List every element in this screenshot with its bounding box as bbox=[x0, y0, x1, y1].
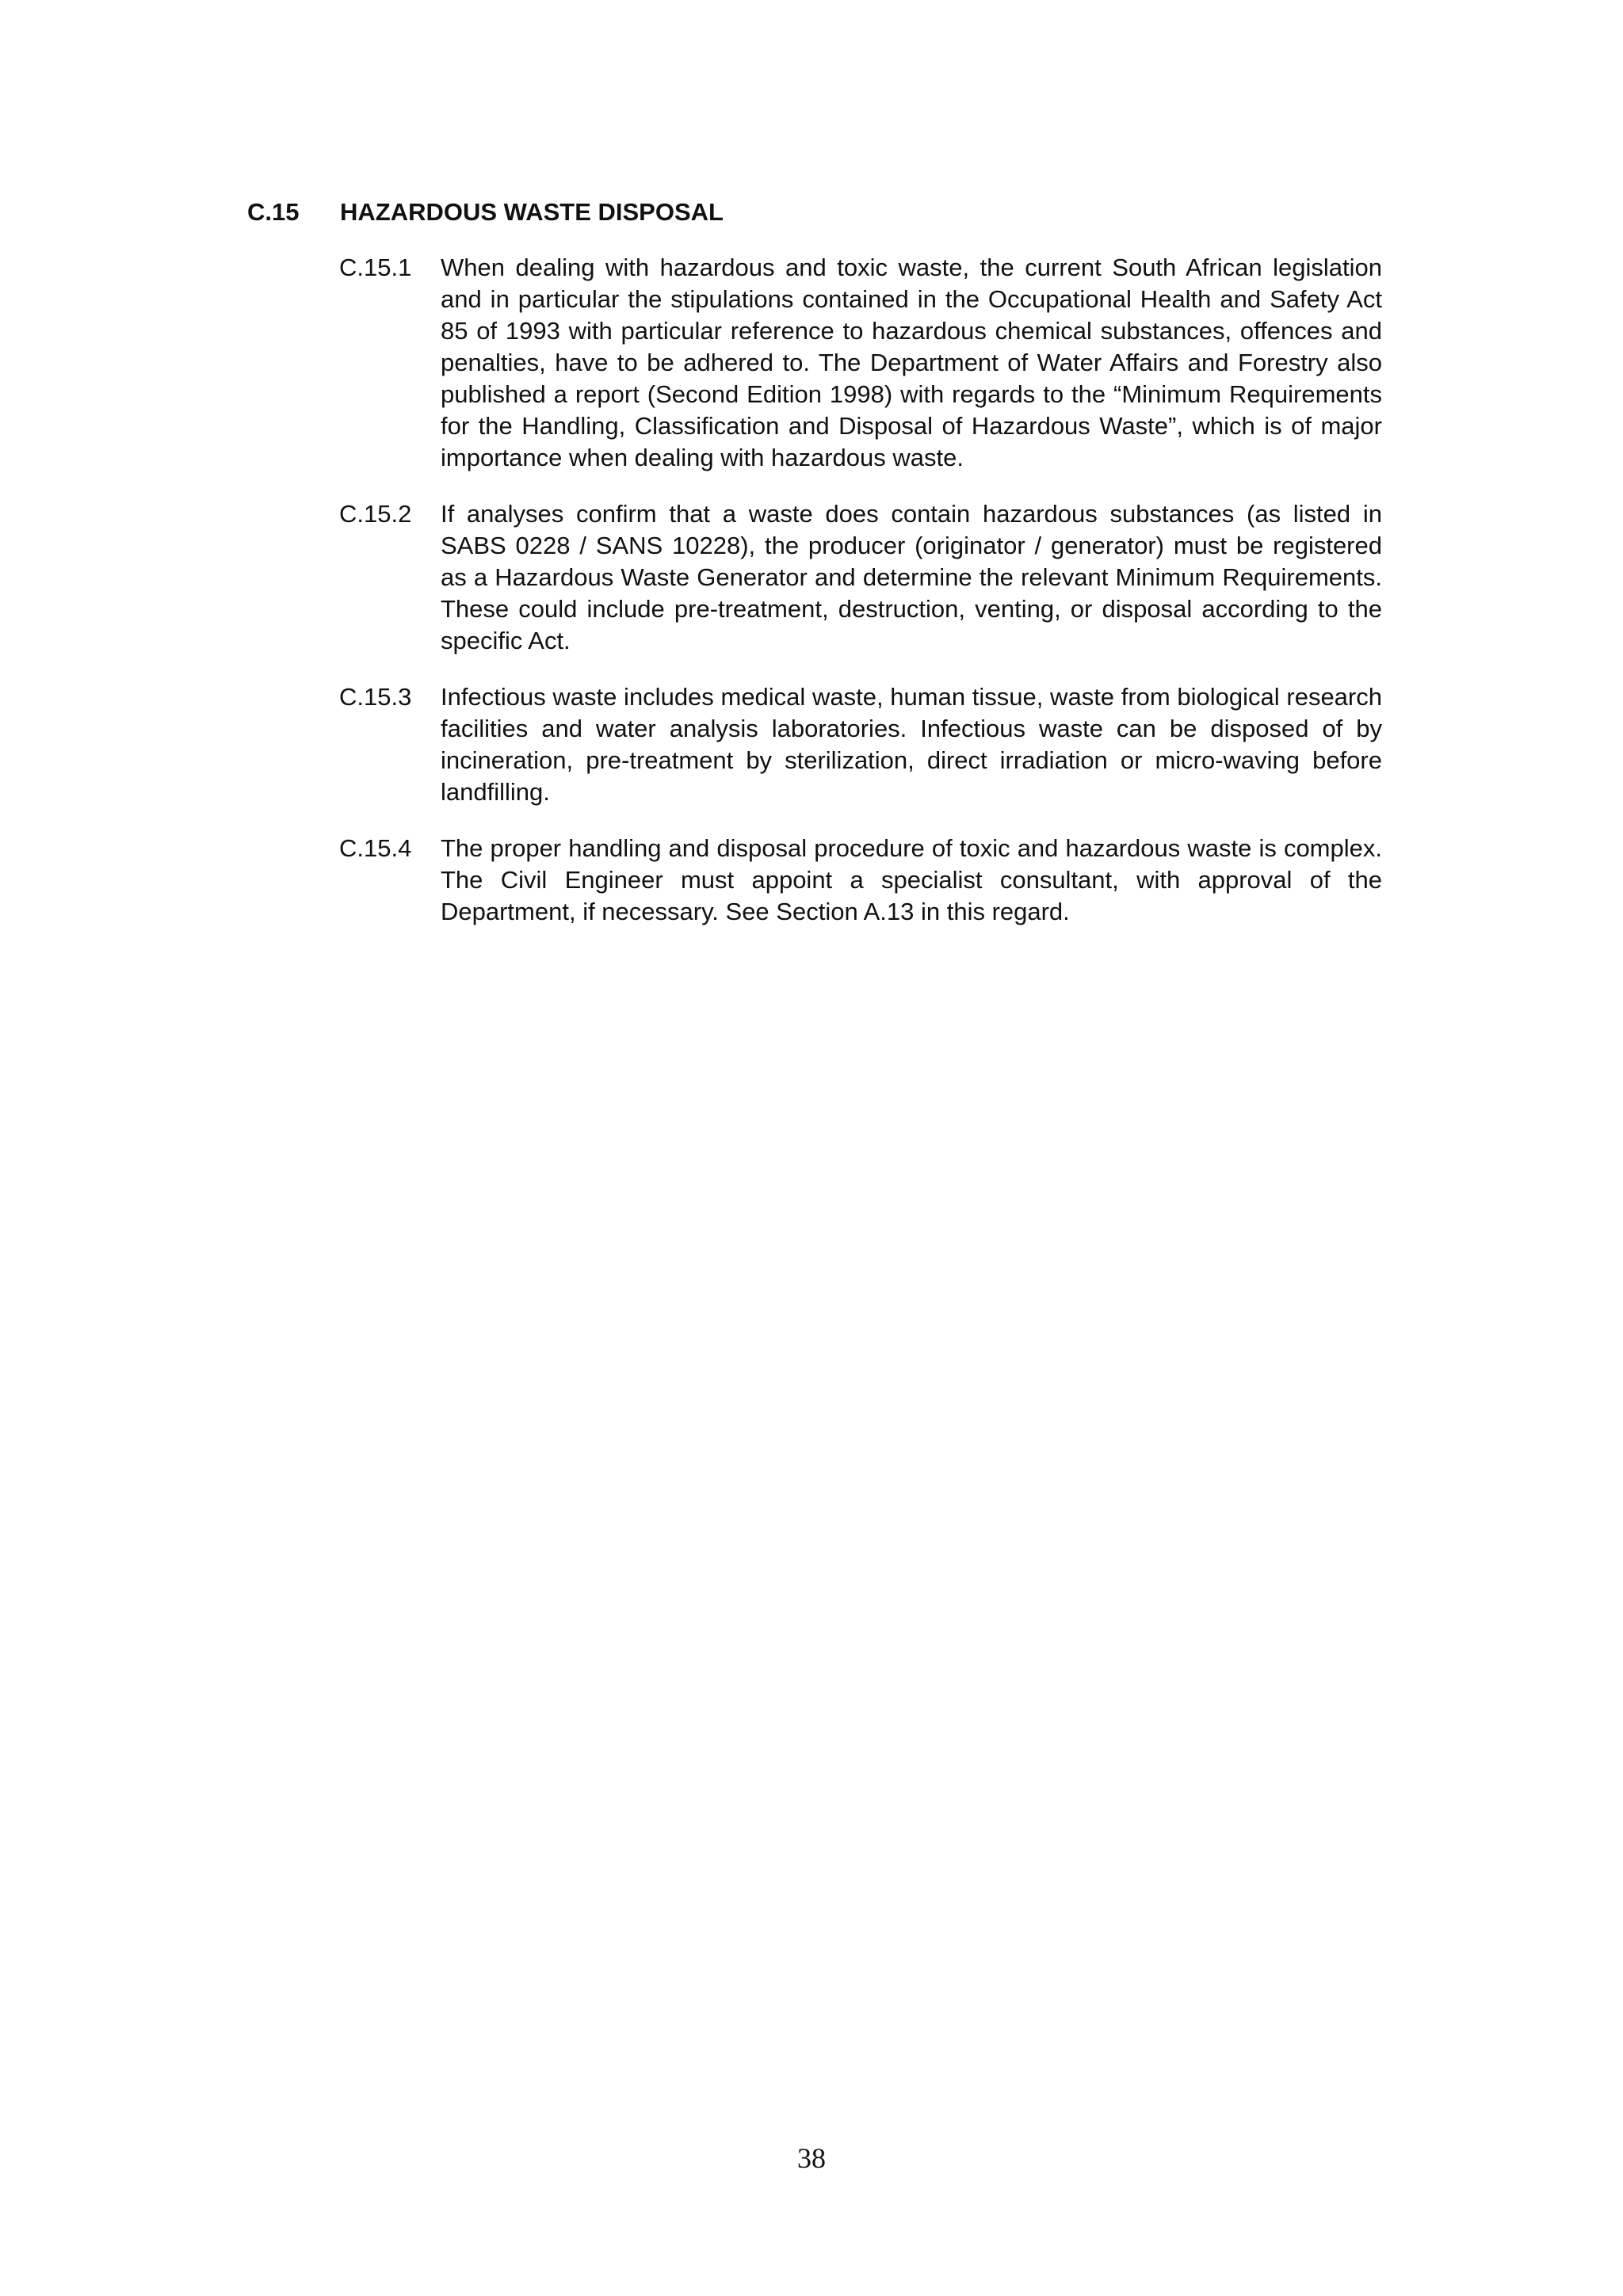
clause-text: Infectious waste includes medical waste, human tissue, waste from biological research facilities and water analysis laboratories. Infectious waste can be disposed of by incineration, pre-treatment by sterilization, direct irradiation or micro-waving before landfilling. bbox=[441, 683, 1382, 806]
clause-text: If analyses confirm that a waste does contain hazardous substances (as listed in SABS 0228 / SANS 10228), the producer (originator / generator) must be registered as a Hazardous Waste Generator and determine the relevant Minimum Requirements. These could include pre-treatment, destruction, venting, or disposal according to the specific Act. bbox=[441, 500, 1382, 654]
clause-number: C.15.1 bbox=[339, 254, 412, 281]
clause-number: C.15.2 bbox=[339, 500, 412, 528]
clause-text: The proper handling and disposal procedure of toxic and hazardous waste is complex. The Civil Engineer must appoint a specialist consultant, with approval of the Department, if necessary. See Section A.13 in this regard. bbox=[441, 834, 1382, 925]
clause-number: C.15.4 bbox=[339, 834, 412, 862]
page-number: 38 bbox=[797, 2142, 826, 2174]
section-number: C.15 bbox=[247, 198, 300, 226]
section-title: HAZARDOUS WASTE DISPOSAL bbox=[340, 198, 724, 226]
section-heading bbox=[247, 196, 724, 228]
clause-number: C.15.3 bbox=[339, 683, 412, 711]
clause-item bbox=[339, 498, 1382, 657]
clause-item bbox=[339, 681, 1382, 808]
clause-list bbox=[339, 252, 1382, 952]
clause-item bbox=[339, 252, 1382, 474]
clause-text: When dealing with hazardous and toxic waste, the current South African legislation and in particular the stipulations contained in the Occupational Health and Safety Act 85 of 1993 with particular reference to hazardous chemical substances, offences and penalties, have to be adhered to. The Department of Water Affairs and Forestry also published a report (Second Edition 1998) with regards to the “Minimum Requirements for the Handling, Classification and Disposal of Hazardous Waste”, which is of major importance when dealing with hazardous waste. bbox=[441, 254, 1382, 471]
clause-item bbox=[339, 833, 1382, 928]
